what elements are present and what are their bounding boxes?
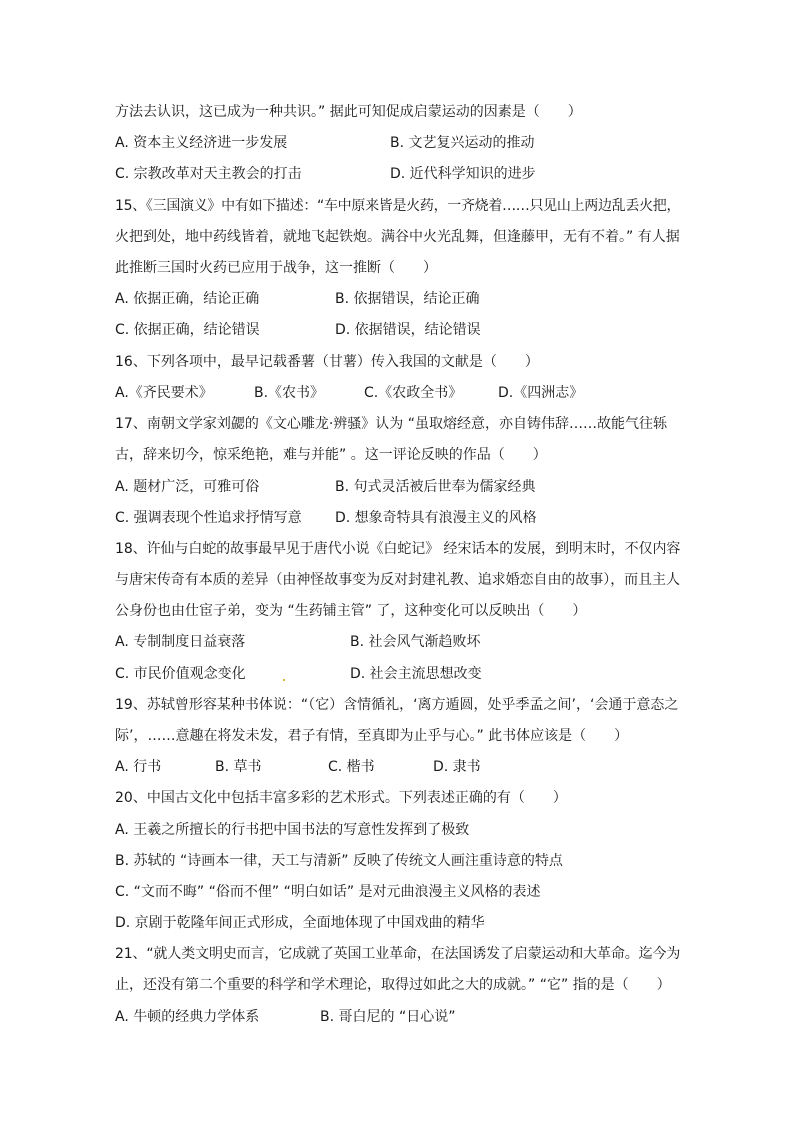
q18-option-c: C. 市民价值观念变化 xyxy=(115,666,246,682)
q14-option-b: B. 文艺复兴运动的推动 xyxy=(390,135,535,151)
q15-stem-line-2: 火把到处，地中药线皆着，就地飞起铁炮。满谷中火光乱舞，但逢藤甲，无有不着。” 有人据 xyxy=(115,229,680,245)
q20-option-b: B. 苏轼的 “诗画本一律，天工与清新” 反映了传统文人画注重诗意的特点 xyxy=(115,853,563,869)
q15-option-a: A. 依据正确，结论正确 xyxy=(115,291,260,307)
q20-stem: 20、中国古文化中包括丰富多彩的艺术形式。下列表述正确的有（ ） xyxy=(115,790,567,806)
q21-option-b: B. 哥白尼的 “日心说” xyxy=(320,1009,456,1025)
q21-stem-line-2: 止，还没有第二个重要的科学和学术理论，取得过如此之大的成就。” “它” 指的是（ ） xyxy=(115,977,671,993)
q17-stem-line-1: 17、南朝文学家刘勰的《文心雕龙·辨骚》认为 “虽取熔经意，亦自铸伟辞……故能气往轹 xyxy=(115,416,667,432)
q19-stem-line-2: 际’，……意趣在将发未发，君子有情，至真即为止乎与心。” 此书体应该是（ ） xyxy=(115,728,629,744)
q19-option-d: D. 隶书 xyxy=(433,759,481,775)
q19-stem-line-1: 19、苏轼曾形容某种书体说：“（它）含情循礼，‘离方遁圆，处乎季孟之间’，‘会通于意态之 xyxy=(115,697,679,713)
q15-stem-line-3: 此推断三国时火药已应用于战争，这一推断（ ） xyxy=(115,260,437,276)
q21-option-a: A. 牛顿的经典力学体系 xyxy=(115,1009,260,1025)
q16-option-d: D.《四洲志》 xyxy=(498,385,584,401)
q18-option-a: A. 专制制度日益衰落 xyxy=(115,634,246,650)
q15-option-b: B. 依据错误，结论正确 xyxy=(335,291,480,307)
q18-stem-line-2: 与唐宋传奇有本质的差异（由神怪故事变为反对封建礼教、追求婚恋自由的故事），而且主人 xyxy=(115,572,680,588)
q17-stem-line-2: 古，辞来切今，惊采绝艳，难与并能” 。这一评论反映的作品（ ） xyxy=(115,447,547,463)
q19-option-b: B. 草书 xyxy=(215,759,262,775)
q15-stem-line-1: 15、《三国演义》中有如下描述：“车中原来皆是火药，一齐烧着……只见山上两边乱丢火把， xyxy=(115,198,681,214)
q21-stem-line-1: 21、“就人类文明史而言，它成就了英国工业革命，在法国诱发了启蒙运动和大革命。迄今为 xyxy=(115,946,681,962)
q16-option-b: B.《农书》 xyxy=(254,385,325,401)
q16-option-c: C.《农政全书》 xyxy=(364,385,463,401)
q17-option-d: D. 想象奇特具有浪漫主义的风格 xyxy=(335,510,537,526)
q20-option-d: D. 京剧于乾隆年间正式形成，全面地体现了中国戏曲的精华 xyxy=(115,915,485,931)
q14-stem-tail: 方法去认识，这已成为一种共识。” 据此可知促成启蒙运动的因素是（ ） xyxy=(115,104,582,120)
q14-option-d: D. 近代科学知识的进步 xyxy=(390,166,536,182)
q14-option-c: C. 宗教改革对天主教会的打击 xyxy=(115,166,302,182)
q15-option-c: C. 依据正确，结论错误 xyxy=(115,322,260,338)
stray-mark xyxy=(283,679,285,681)
q20-option-a: A. 王羲之所擅长的行书把中国书法的写意性发挥到了极致 xyxy=(115,822,470,838)
q16-stem: 16、下列各项中，最早记载番薯（甘薯）传入我国的文献是（ ） xyxy=(115,354,539,370)
q17-option-a: A. 题材广泛，可雅可俗 xyxy=(115,479,260,495)
q18-option-b: B. 社会风气渐趋败坏 xyxy=(350,634,481,650)
q14-option-a: A. 资本主义经济进一步发展 xyxy=(115,135,288,151)
q18-stem-line-3: 公身份也由仕宦子弟，变为 “生药铺主管” 了，这种变化可以反映出（ ） xyxy=(115,603,587,619)
q19-option-a: A. 行书 xyxy=(115,759,162,775)
q17-option-b: B. 句式灵活被后世奉为儒家经典 xyxy=(335,479,536,495)
q16-option-a: A.《齐民要术》 xyxy=(115,385,213,401)
q18-option-d: D. 社会主流思想改变 xyxy=(350,666,482,682)
q18-stem-line-1: 18、许仙与白蛇的故事最早见于唐代小说《白蛇记》 经宋话本的发展，到明末时，不仅内容 xyxy=(115,541,681,557)
q15-option-d: D. 依据错误，结论错误 xyxy=(335,322,481,338)
q20-option-c: C. “文而不晦” “俗而不俚” “明白如话” 是对元曲浪漫主义风格的表述 xyxy=(115,884,541,900)
q17-option-c: C. 强调表现个性追求抒情写意 xyxy=(115,510,302,526)
q19-option-c: C. 楷书 xyxy=(328,759,375,775)
